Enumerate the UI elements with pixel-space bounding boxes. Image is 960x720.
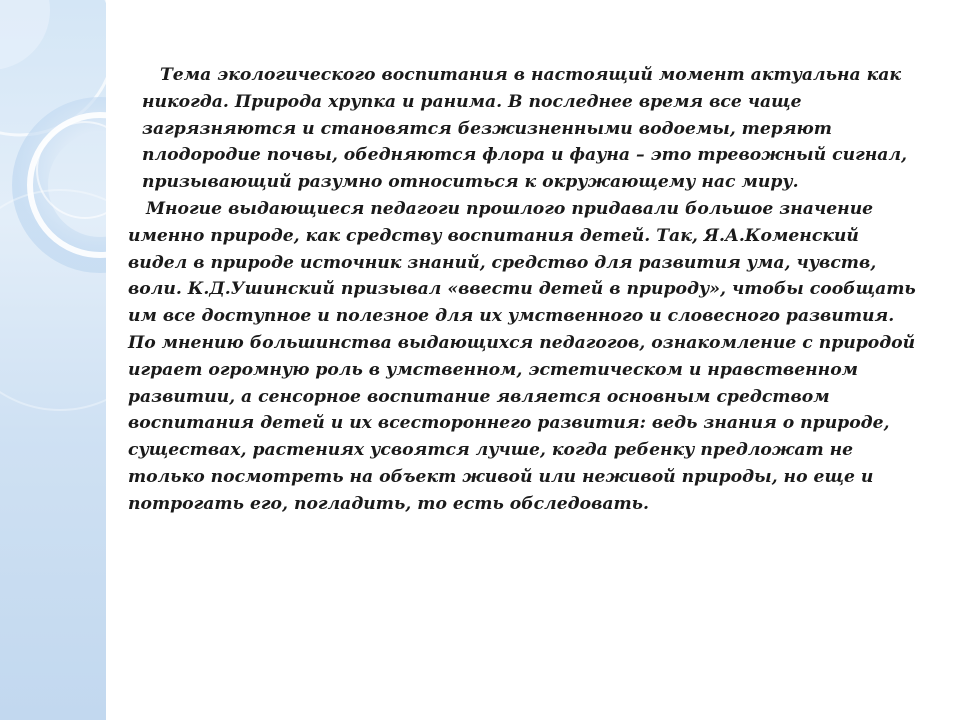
ring-donut-outer	[30, 115, 106, 255]
paragraph-1: Тема экологического воспитания в настоящий момент актуальна как никогда. Природа хрупка и ранима. В последнее время все чаще загрязняются и становятся безжизненными водоемы, теряют плодородие почвы, обедняются флора и фауна – это тревожный сигнал, призывающий разумно относиться к окружающему нас миру.	[142, 65, 908, 193]
ring-top-fill	[0, 0, 50, 70]
paragraph-2: Многие выдающиеся педагоги прошлого придавали большое значение именно природе, как средству воспитания детей. Так, Я.А.Коменский видел в природе источник знаний, средство для развития ума, чувств, воли. К.Д.Ушинский призывал «ввести детей в природу», чтобы сообщать им все доступное и полезное для их умственного и словесного развития. По мнению большинства выдающихся педагогов, ознакомление с природой играет огромную роль в умственном, эстетическом и нравственном развитии, а сенсорное воспитание является основным средством воспитания детей и их всестороннего развития: ведь знания о природе, существах, растениях усвоятся лучше, когда ребенку предложат не только посмотреть на объект живой или неживой природы, но еще и потрогать его, погладить, то есть обследовать.	[128, 198, 916, 514]
decorative-rings	[0, 0, 106, 720]
body-text	[128, 62, 928, 518]
decorative-side-panel	[0, 0, 106, 720]
